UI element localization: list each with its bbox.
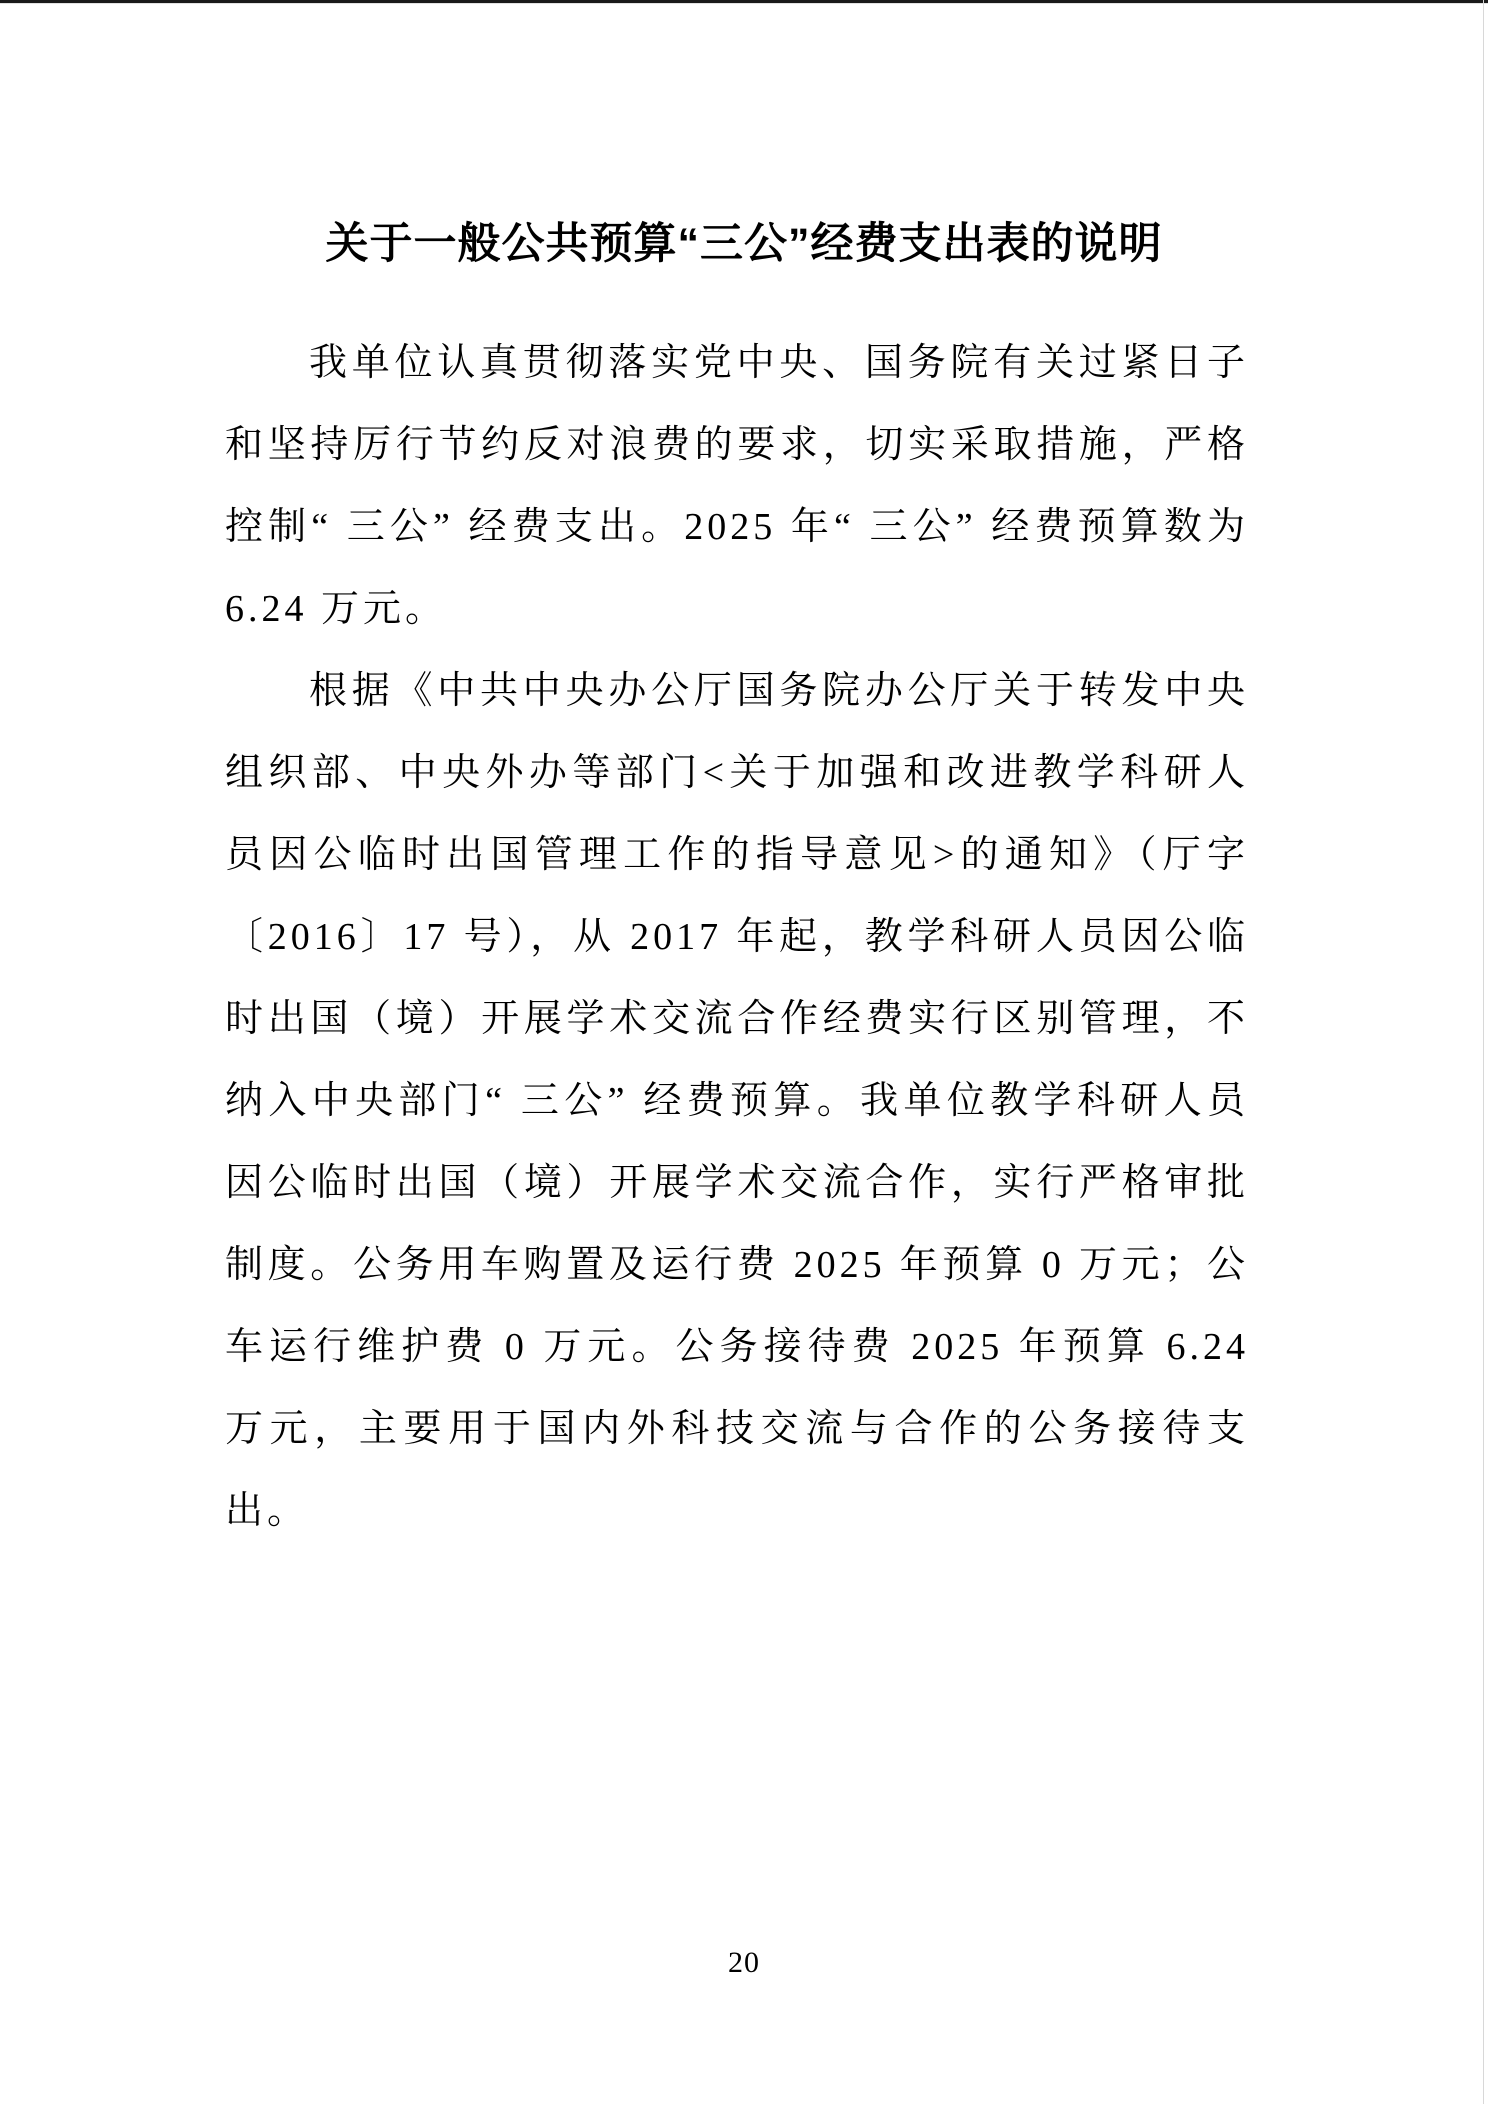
paragraph-details: 根据《中共中央办公厅国务院办公厅关于转发中央组织部、中央外办等部门<关于加强和改进教学科研人员因公临时出国管理工作的指导意见>的通知》（厅字〔2016〕17 号），从 2017 年起，教学科研人员因公临时出国（境）开展学术交流合作经费实行区别管理，不纳入中央部门“ 三公” 经费预算。我单位教学科研人员因公临时出国（境）开展学术交流合作，实行严格审批制度。公务用车购置及运行费 2025 年预算 0 万元；公车运行维护费 0 万元。公务接待费 2025 年预算 6.24 万元，主要用于国内外科技交流与合作的公务接待支出。	[225, 670, 1249, 1532]
document-body	[225, 322, 1249, 1552]
paragraph-overview: 我单位认真贯彻落实党中央、国务院有关过紧日子和坚持厉行节约反对浪费的要求，切实采取措施，严格控制“ 三公” 经费支出。2025 年“ 三公” 经费预算数为 6.24 万元。	[225, 342, 1249, 630]
page-top-edge	[0, 0, 1488, 4]
page-number: 20	[728, 1946, 760, 1979]
document-title: 关于一般公共预算“三公”经费支出表的说明	[325, 220, 1163, 268]
page-right-edge	[1483, 0, 1484, 2104]
